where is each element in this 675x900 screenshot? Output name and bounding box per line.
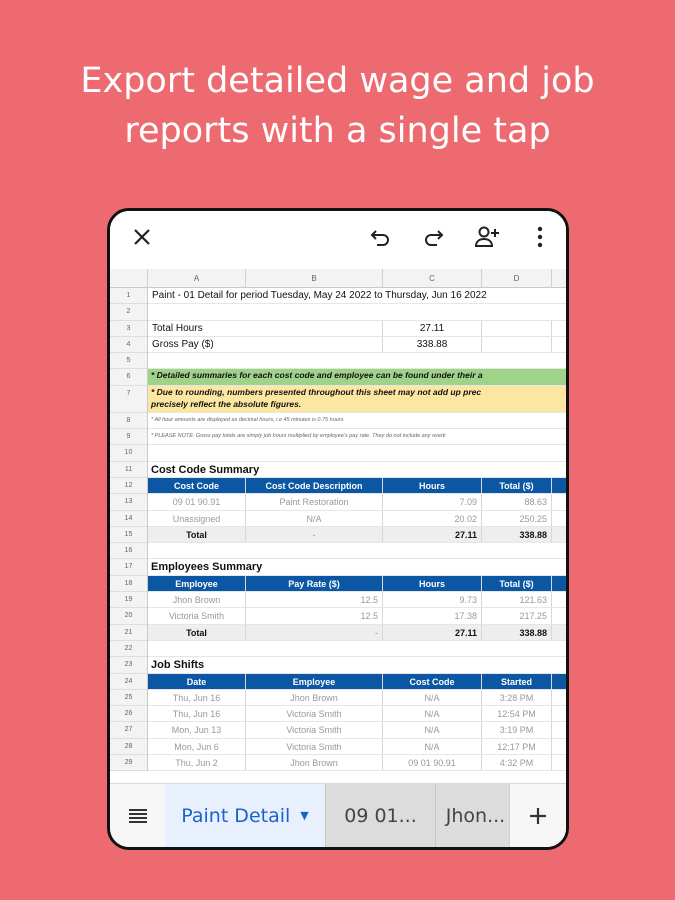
tab-label: Jhon... <box>445 804 506 827</box>
table-row <box>148 559 566 575</box>
table-cell[interactable]: Jhon Brown <box>246 755 383 770</box>
table-cell[interactable]: 09 01 90.91 <box>383 755 482 770</box>
table-cell[interactable]: - <box>246 625 383 640</box>
table-cell[interactable]: Unassigned <box>148 511 246 526</box>
column-header[interactable]: Employee <box>246 674 383 689</box>
column-header-bar <box>110 269 566 288</box>
row-number[interactable]: 17 <box>110 559 147 575</box>
row-number[interactable]: 27 <box>110 722 147 738</box>
table-row <box>148 337 566 353</box>
table-cell[interactable]: Paint Restoration <box>246 494 383 509</box>
table-cell[interactable]: Mon, Jun 6 <box>148 739 246 754</box>
table-cell[interactable]: Thu, Jun 16 <box>148 706 246 721</box>
column-header[interactable]: Employee <box>148 576 246 591</box>
row-number[interactable]: 21 <box>110 625 147 641</box>
table-cell[interactable]: 121.63 <box>482 592 552 607</box>
table-row <box>148 722 566 738</box>
triangle-down-icon: ▼ <box>300 809 309 822</box>
table-cell[interactable]: 09 01 90.91 <box>148 494 246 509</box>
table-cell[interactable]: 9.73 <box>383 592 482 607</box>
headline <box>0 56 675 156</box>
row-number[interactable]: 18 <box>110 576 147 592</box>
table-cell[interactable]: Thu, Jun 16 <box>148 690 246 705</box>
total-row <box>148 625 566 641</box>
table-cell[interactable]: 20.02 <box>383 511 482 526</box>
headline-line-1: Export detailed wage and job <box>80 61 595 101</box>
table-cell[interactable]: 4:32 PM <box>482 755 552 770</box>
table-cell[interactable]: N/A <box>383 739 482 754</box>
row-number[interactable]: 5 <box>110 353 147 369</box>
row-number[interactable]: 24 <box>110 674 147 690</box>
table-cell[interactable]: 7.09 <box>383 494 482 509</box>
note-gross-pay[interactable]: * PLEASE NOTE: Gross pay totals are simply job hours multiplied by employee's pay rate. They do not include any overti <box>151 433 446 440</box>
table-cell[interactable]: Total <box>148 527 246 542</box>
table-cell[interactable]: 17.38 <box>383 608 482 623</box>
note-green[interactable]: * Detailed summaries for each cost code and employee can be found under their a <box>151 370 483 381</box>
table-cell[interactable]: Mon, Jun 13 <box>148 722 246 737</box>
table-cell[interactable]: 12.5 <box>246 608 383 623</box>
row-number-bar <box>110 288 148 771</box>
gross-pay-value[interactable]: 338.88 <box>383 337 482 352</box>
table-cell[interactable]: Victoria Smith <box>148 608 246 623</box>
table-cell[interactable]: N/A <box>383 706 482 721</box>
all-sheets-menu-icon[interactable] <box>110 784 165 847</box>
row-number[interactable]: 23 <box>110 657 147 673</box>
table-cell[interactable]: 338.88 <box>482 527 552 542</box>
table-row <box>148 494 566 510</box>
spreadsheet[interactable] <box>110 269 566 785</box>
table-row <box>148 543 566 559</box>
column-header[interactable]: Started <box>482 674 552 689</box>
table-row <box>148 657 566 673</box>
add-person-icon[interactable] <box>473 223 501 251</box>
table-row <box>148 592 566 608</box>
table-header-row <box>148 674 566 690</box>
row-number[interactable]: 20 <box>110 608 147 624</box>
row-number[interactable]: 11 <box>110 462 147 478</box>
table-cell[interactable]: Total <box>148 625 246 640</box>
note-yellow-line-1[interactable]: * Due to rounding, numbers presented throughout this sheet may not add up prec <box>151 386 482 397</box>
table-row <box>148 739 566 755</box>
row-number[interactable]: 16 <box>110 543 147 559</box>
total-hours-label[interactable]: Total Hours <box>148 321 383 336</box>
column-header[interactable]: Cost Code Description <box>246 478 383 493</box>
table-cell[interactable]: 338.88 <box>482 625 552 640</box>
cost-code-summary-title[interactable]: Cost Code Summary <box>151 463 260 476</box>
note-hours-format[interactable]: * All hour amounts are displayed as decimal hours, i.e 45 minutes is 0.75 hours. <box>151 416 345 423</box>
table-row <box>148 511 566 527</box>
table-row <box>148 755 566 771</box>
table-row <box>148 321 566 337</box>
table-row <box>148 429 566 445</box>
table-row <box>148 608 566 624</box>
row-number[interactable]: 3 <box>110 321 147 337</box>
tab-label: 09 01... <box>344 804 417 827</box>
row-number[interactable]: 14 <box>110 511 147 527</box>
total-row <box>148 527 566 543</box>
column-header[interactable]: Total ($) <box>482 576 552 591</box>
phone-frame <box>107 208 569 850</box>
column-header[interactable]: Hours <box>383 478 482 493</box>
table-cell[interactable]: Jhon Brown <box>246 690 383 705</box>
table-cell[interactable]: 12:17 PM <box>482 739 552 754</box>
row-number[interactable]: 13 <box>110 494 147 510</box>
tab-cost-code[interactable] <box>325 784 435 847</box>
corner-cell[interactable] <box>110 269 148 288</box>
column-header[interactable]: Date <box>148 674 246 689</box>
row-number[interactable]: 12 <box>110 478 147 494</box>
close-icon[interactable] <box>128 223 156 251</box>
sheet-title[interactable]: Paint - 01 Detail for period Tuesday, May 24 2022 to Thursday, Jun 16 2022 <box>152 290 487 301</box>
row-number[interactable]: 19 <box>110 592 147 608</box>
table-cell[interactable]: 3:19 PM <box>482 722 552 737</box>
cell-grid <box>148 288 566 771</box>
table-cell[interactable]: 217.25 <box>482 608 552 623</box>
row-number[interactable]: 28 <box>110 739 147 755</box>
empty-cell[interactable] <box>482 337 552 352</box>
sheet-tab-bar <box>110 783 566 847</box>
column-header[interactable]: Pay Rate ($) <box>246 576 383 591</box>
tab-label: Paint Detail <box>181 804 291 827</box>
tab-employee[interactable] <box>435 784 515 847</box>
table-row <box>148 445 566 461</box>
table-row <box>148 288 566 304</box>
table-cell[interactable]: 12:54 PM <box>482 706 552 721</box>
empty-cell[interactable] <box>482 321 552 336</box>
column-header-c[interactable]: C <box>383 269 482 288</box>
table-cell[interactable]: N/A <box>383 690 482 705</box>
undo-icon[interactable] <box>366 223 394 251</box>
row-number[interactable]: 8 <box>110 413 147 429</box>
column-header[interactable]: Cost Code <box>148 478 246 493</box>
note-yellow-line-2: precisely reflect the absolute figures. <box>151 398 302 409</box>
row-number[interactable]: 6 <box>110 369 147 385</box>
row-number[interactable]: 4 <box>110 337 147 353</box>
table-cell[interactable]: 27.11 <box>383 527 482 542</box>
row-number[interactable]: 15 <box>110 527 147 543</box>
table-header-row <box>148 576 566 592</box>
row-number[interactable]: 1 <box>110 288 147 304</box>
table-header-row <box>148 478 566 494</box>
row-number[interactable]: 26 <box>110 706 147 722</box>
employees-summary-title[interactable]: Employees Summary <box>151 561 263 574</box>
table-cell[interactable]: 27.11 <box>383 625 482 640</box>
headline-line-2: reports with a single tap <box>124 111 551 151</box>
row-number[interactable]: 9 <box>110 429 147 445</box>
table-cell[interactable]: Victoria Smith <box>246 706 383 721</box>
row-number[interactable]: 29 <box>110 755 147 771</box>
row-number[interactable]: 22 <box>110 641 147 657</box>
gross-pay-label[interactable]: Gross Pay ($) <box>148 337 383 352</box>
table-cell[interactable]: Victoria Smith <box>246 739 383 754</box>
table-cell[interactable]: N/A <box>383 722 482 737</box>
add-sheet-button[interactable] <box>509 784 566 847</box>
table-row <box>148 386 566 413</box>
row-number[interactable]: 25 <box>110 690 147 706</box>
row-number[interactable]: 7 <box>110 386 147 413</box>
column-header[interactable]: Total ($) <box>482 478 552 493</box>
table-cell[interactable]: 12.5 <box>246 592 383 607</box>
table-row <box>148 353 566 369</box>
table-cell[interactable]: N/A <box>246 511 383 526</box>
table-row <box>148 706 566 722</box>
tab-paint-detail[interactable] <box>165 784 325 847</box>
table-cell[interactable]: 250.25 <box>482 511 552 526</box>
table-row <box>148 462 566 478</box>
table-cell[interactable]: Victoria Smith <box>246 722 383 737</box>
table-cell[interactable]: 3:28 PM <box>482 690 552 705</box>
row-number[interactable]: 2 <box>110 304 147 320</box>
column-header-d[interactable]: D <box>482 269 552 288</box>
table-cell[interactable]: - <box>246 527 383 542</box>
table-cell[interactable]: 88.63 <box>482 494 552 509</box>
total-hours-value[interactable]: 27.11 <box>383 321 482 336</box>
table-cell[interactable]: Jhon Brown <box>148 592 246 607</box>
column-header-b[interactable]: B <box>246 269 383 288</box>
column-header[interactable]: Cost Code <box>383 674 482 689</box>
table-row <box>148 690 566 706</box>
row-number[interactable]: 10 <box>110 445 147 461</box>
table-cell[interactable]: Thu, Jun 2 <box>148 755 246 770</box>
job-shifts-title[interactable]: Job Shifts <box>151 659 205 672</box>
column-header-a[interactable]: A <box>148 269 246 288</box>
table-row <box>148 641 566 657</box>
more-vert-icon[interactable] <box>526 223 554 251</box>
plus-icon <box>529 807 547 825</box>
column-header[interactable]: Hours <box>383 576 482 591</box>
table-row <box>148 304 566 320</box>
redo-icon[interactable] <box>420 223 448 251</box>
table-row <box>148 369 566 385</box>
table-row <box>148 413 566 429</box>
top-toolbar <box>110 211 566 267</box>
